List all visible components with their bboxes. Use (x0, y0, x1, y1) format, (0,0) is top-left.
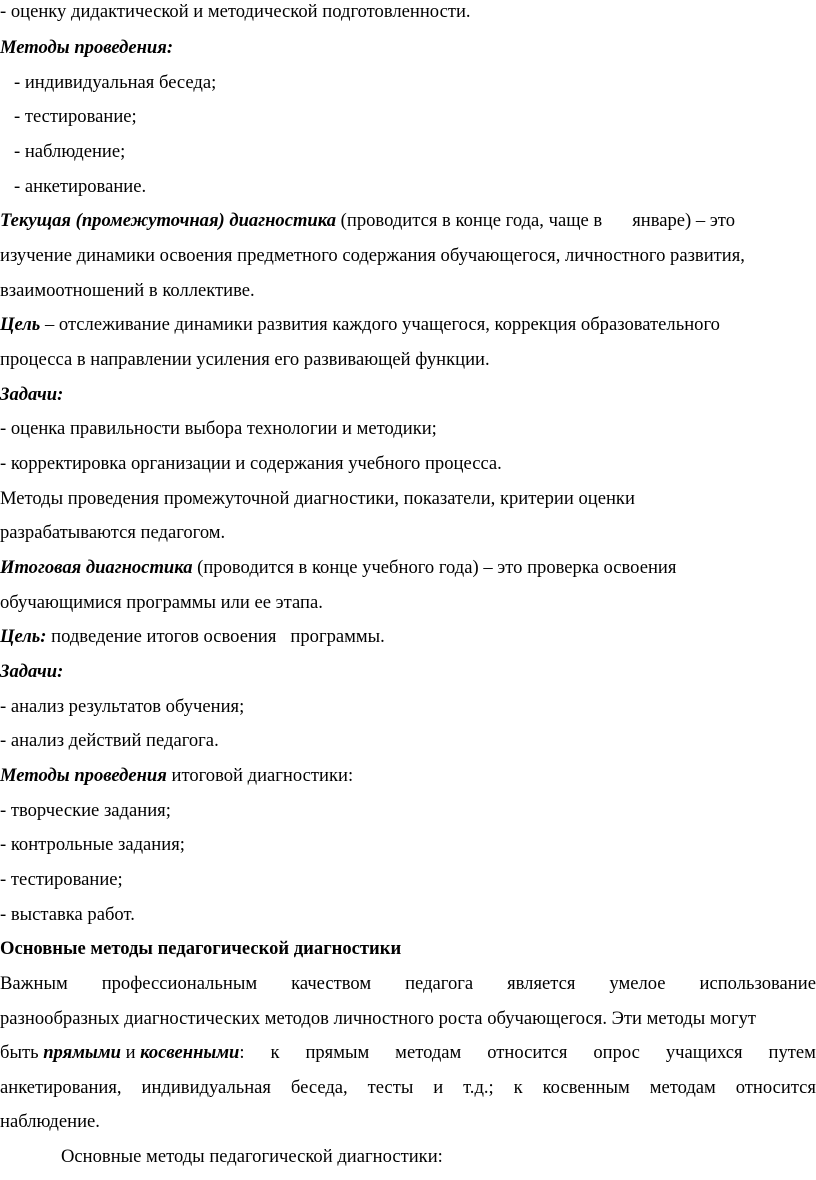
text-line: процесса в направлении усиления его развивающей функции. (0, 349, 490, 370)
word: тесты (367, 1077, 414, 1098)
goal-term: Цель: (0, 626, 47, 647)
word: Важным (0, 973, 68, 994)
word: профессиональным (101, 973, 258, 994)
list-item: - анализ действий педагога. (0, 730, 219, 751)
final-diagnostics-line (0, 556, 816, 580)
word: относится (735, 1077, 816, 1098)
current-diagnostics-term: Текущая (промежуточная) диагностика (0, 210, 337, 231)
word: методам (395, 1042, 462, 1063)
word: учащихся (665, 1042, 743, 1063)
word: методам (649, 1077, 716, 1098)
section-heading: Основные методы педагогической диагностики (0, 938, 402, 959)
list-item: - творческие задания; (0, 800, 171, 821)
text-span: январе) – это (632, 210, 735, 231)
word: косвенным (542, 1077, 630, 1098)
word: педагога (405, 973, 474, 994)
text-span: программы. (290, 626, 385, 647)
list-item: - корректировка организации и содержания учебного процесса. (0, 453, 502, 474)
text-line: разнообразных диагностических методов личностного роста обучающегося. Эти методы могут (0, 1008, 757, 1029)
word: опрос (593, 1042, 640, 1063)
text-span: (проводится в конце года, чаще в (336, 210, 603, 231)
word: прямым (305, 1042, 370, 1063)
word: использование (699, 973, 816, 994)
list-item: - наблюдение; (14, 141, 126, 162)
list-item: - тестирование; (14, 106, 137, 127)
list-item: - тестирование; (0, 869, 123, 890)
word: относится (487, 1042, 568, 1063)
text-span: подведение итогов освоения (46, 626, 277, 647)
text-line: - оценку дидактической и методической подготовленности. (0, 1, 471, 22)
text-line: изучение динамики освоения предметного содержания обучающегося, личностного развития, (0, 245, 745, 266)
word: к (270, 1042, 280, 1063)
word: и (433, 1077, 444, 1098)
tasks-heading: Задачи: (0, 661, 64, 682)
justified-line (0, 972, 816, 996)
justified-line (0, 1076, 816, 1100)
term-indirect: косвенными (140, 1042, 240, 1063)
tasks-heading: Задачи: (0, 384, 64, 405)
goal-line (0, 625, 816, 649)
list-item: - индивидуальная беседа; (14, 72, 217, 93)
goal-line (0, 313, 816, 337)
text-line: разрабатываются педагогом. (0, 522, 226, 543)
word: к (513, 1077, 523, 1098)
list-item: - оценка правильности выбора технологии и методики; (0, 418, 437, 439)
word: анкетирования, (0, 1077, 122, 1098)
text-line: обучающимися программы или ее этапа. (0, 592, 323, 613)
methods-final-term: Методы проведения (0, 765, 167, 786)
list-item: - выставка работ. (0, 904, 135, 925)
final-diagnostics-term: Итоговая диагностика (0, 557, 193, 578)
word: качеством (291, 973, 372, 994)
text-span: итоговой диагностики: (166, 765, 354, 786)
word: беседа, (290, 1077, 348, 1098)
methods-heading: Методы проведения: (0, 37, 174, 58)
closing-line: Основные методы педагогической диагностики: (61, 1146, 443, 1167)
word: быть (0, 1042, 44, 1063)
word-group (0, 1041, 245, 1065)
current-diagnostics-line (0, 209, 816, 233)
word: умелое (609, 973, 666, 994)
word: является (507, 973, 576, 994)
text-line: Методы проведения промежуточной диагностики, показатели, критерии оценки (0, 488, 635, 509)
text-line: наблюдение. (0, 1111, 100, 1132)
word: т.д.; (463, 1077, 494, 1098)
word: : (239, 1042, 245, 1063)
text-span: (проводится в конце учебного года) – это проверка освоения (192, 557, 677, 578)
list-item: - анализ результатов обучения; (0, 696, 245, 717)
goal-term: Цель (0, 314, 41, 335)
word: индивидуальная (141, 1077, 271, 1098)
list-item: - контрольные задания; (0, 834, 185, 855)
word: путем (768, 1042, 816, 1063)
text-line: взаимоотношений в коллективе. (0, 280, 255, 301)
methods-final-line (0, 764, 816, 788)
list-item: - анкетирование. (14, 176, 147, 197)
text-span: – отслеживание динамики развития каждого учащегося, коррекция образовательного (40, 314, 720, 335)
justified-line (0, 1041, 816, 1065)
word: и (120, 1042, 141, 1063)
term-direct: прямыми (43, 1042, 121, 1063)
